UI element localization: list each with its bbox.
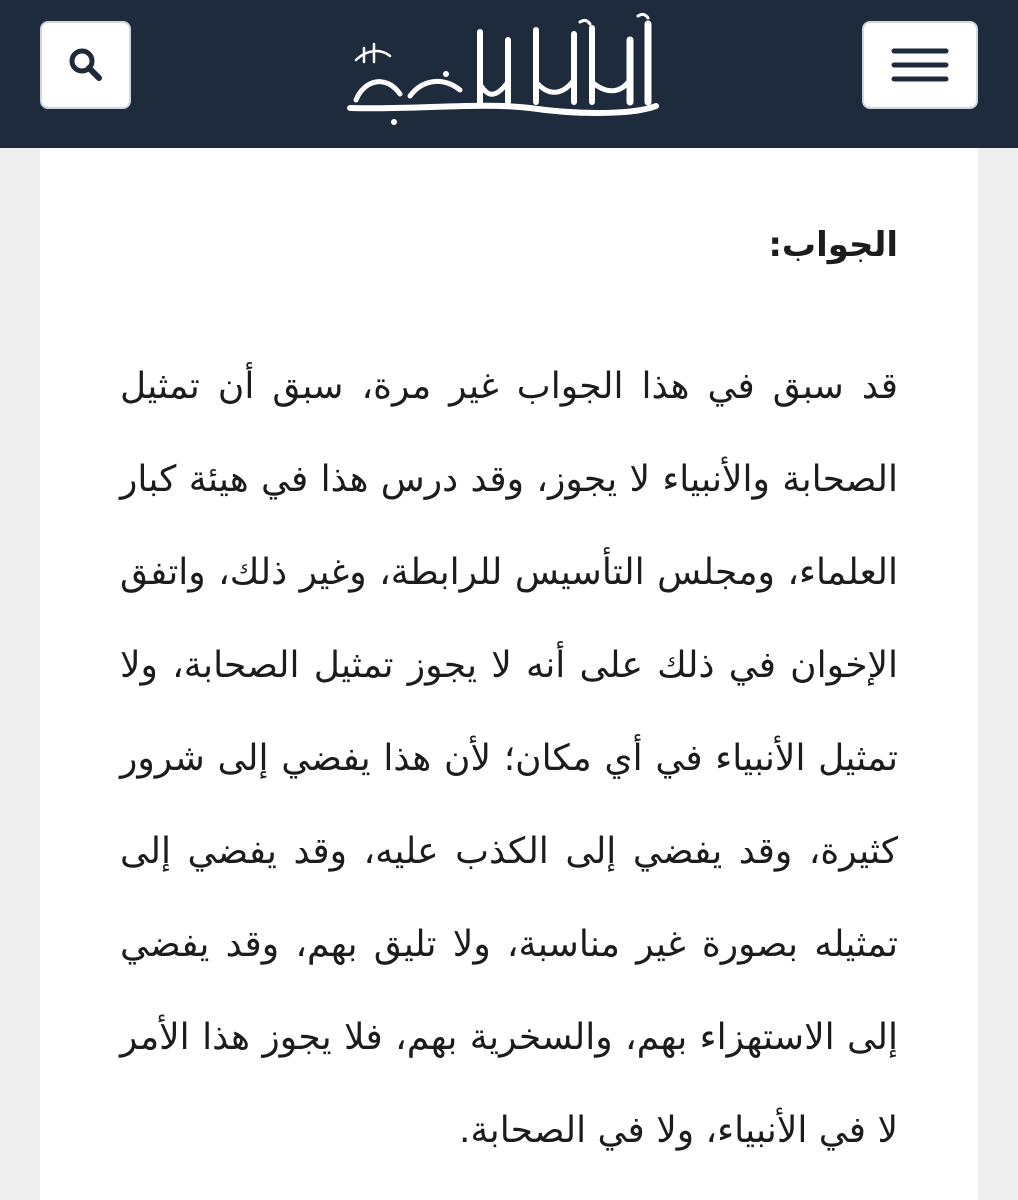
site-logo[interactable]	[330, 10, 670, 130]
search-button[interactable]	[40, 21, 131, 109]
answer-heading: الجواب:	[768, 225, 898, 265]
answer-body: قد سبق في هذا الجواب غير مرة، سبق أن تمثيل الصحابة والأنبياء لا يجوز، وقد درس هذا في هيئة كبار العلماء، ومجلس التأسيس للرابطة، وغير ذلك، واتفق الإخوان في ذلك على أنه لا يجوز تمثيل الصحابة، ولا تمثيل الأنبياء في أي مكان؛ لأن هذا يفضي إلى شرور كثيرة، وقد يفضي إلى الكذب عليه، وقد يفضي إلى تمثيله بصورة غير مناسبة، ولا تليق بهم، وقد يفضي إلى الاستهزاء بهم، والسخرية بهم، فلا يجوز هذا الأمر لا في الأنبياء، ولا في الصحابة.	[120, 366, 898, 1151]
site-header	[0, 0, 1018, 148]
search-icon	[66, 45, 106, 85]
menu-button[interactable]	[862, 21, 978, 109]
hamburger-menu-icon	[890, 45, 950, 85]
